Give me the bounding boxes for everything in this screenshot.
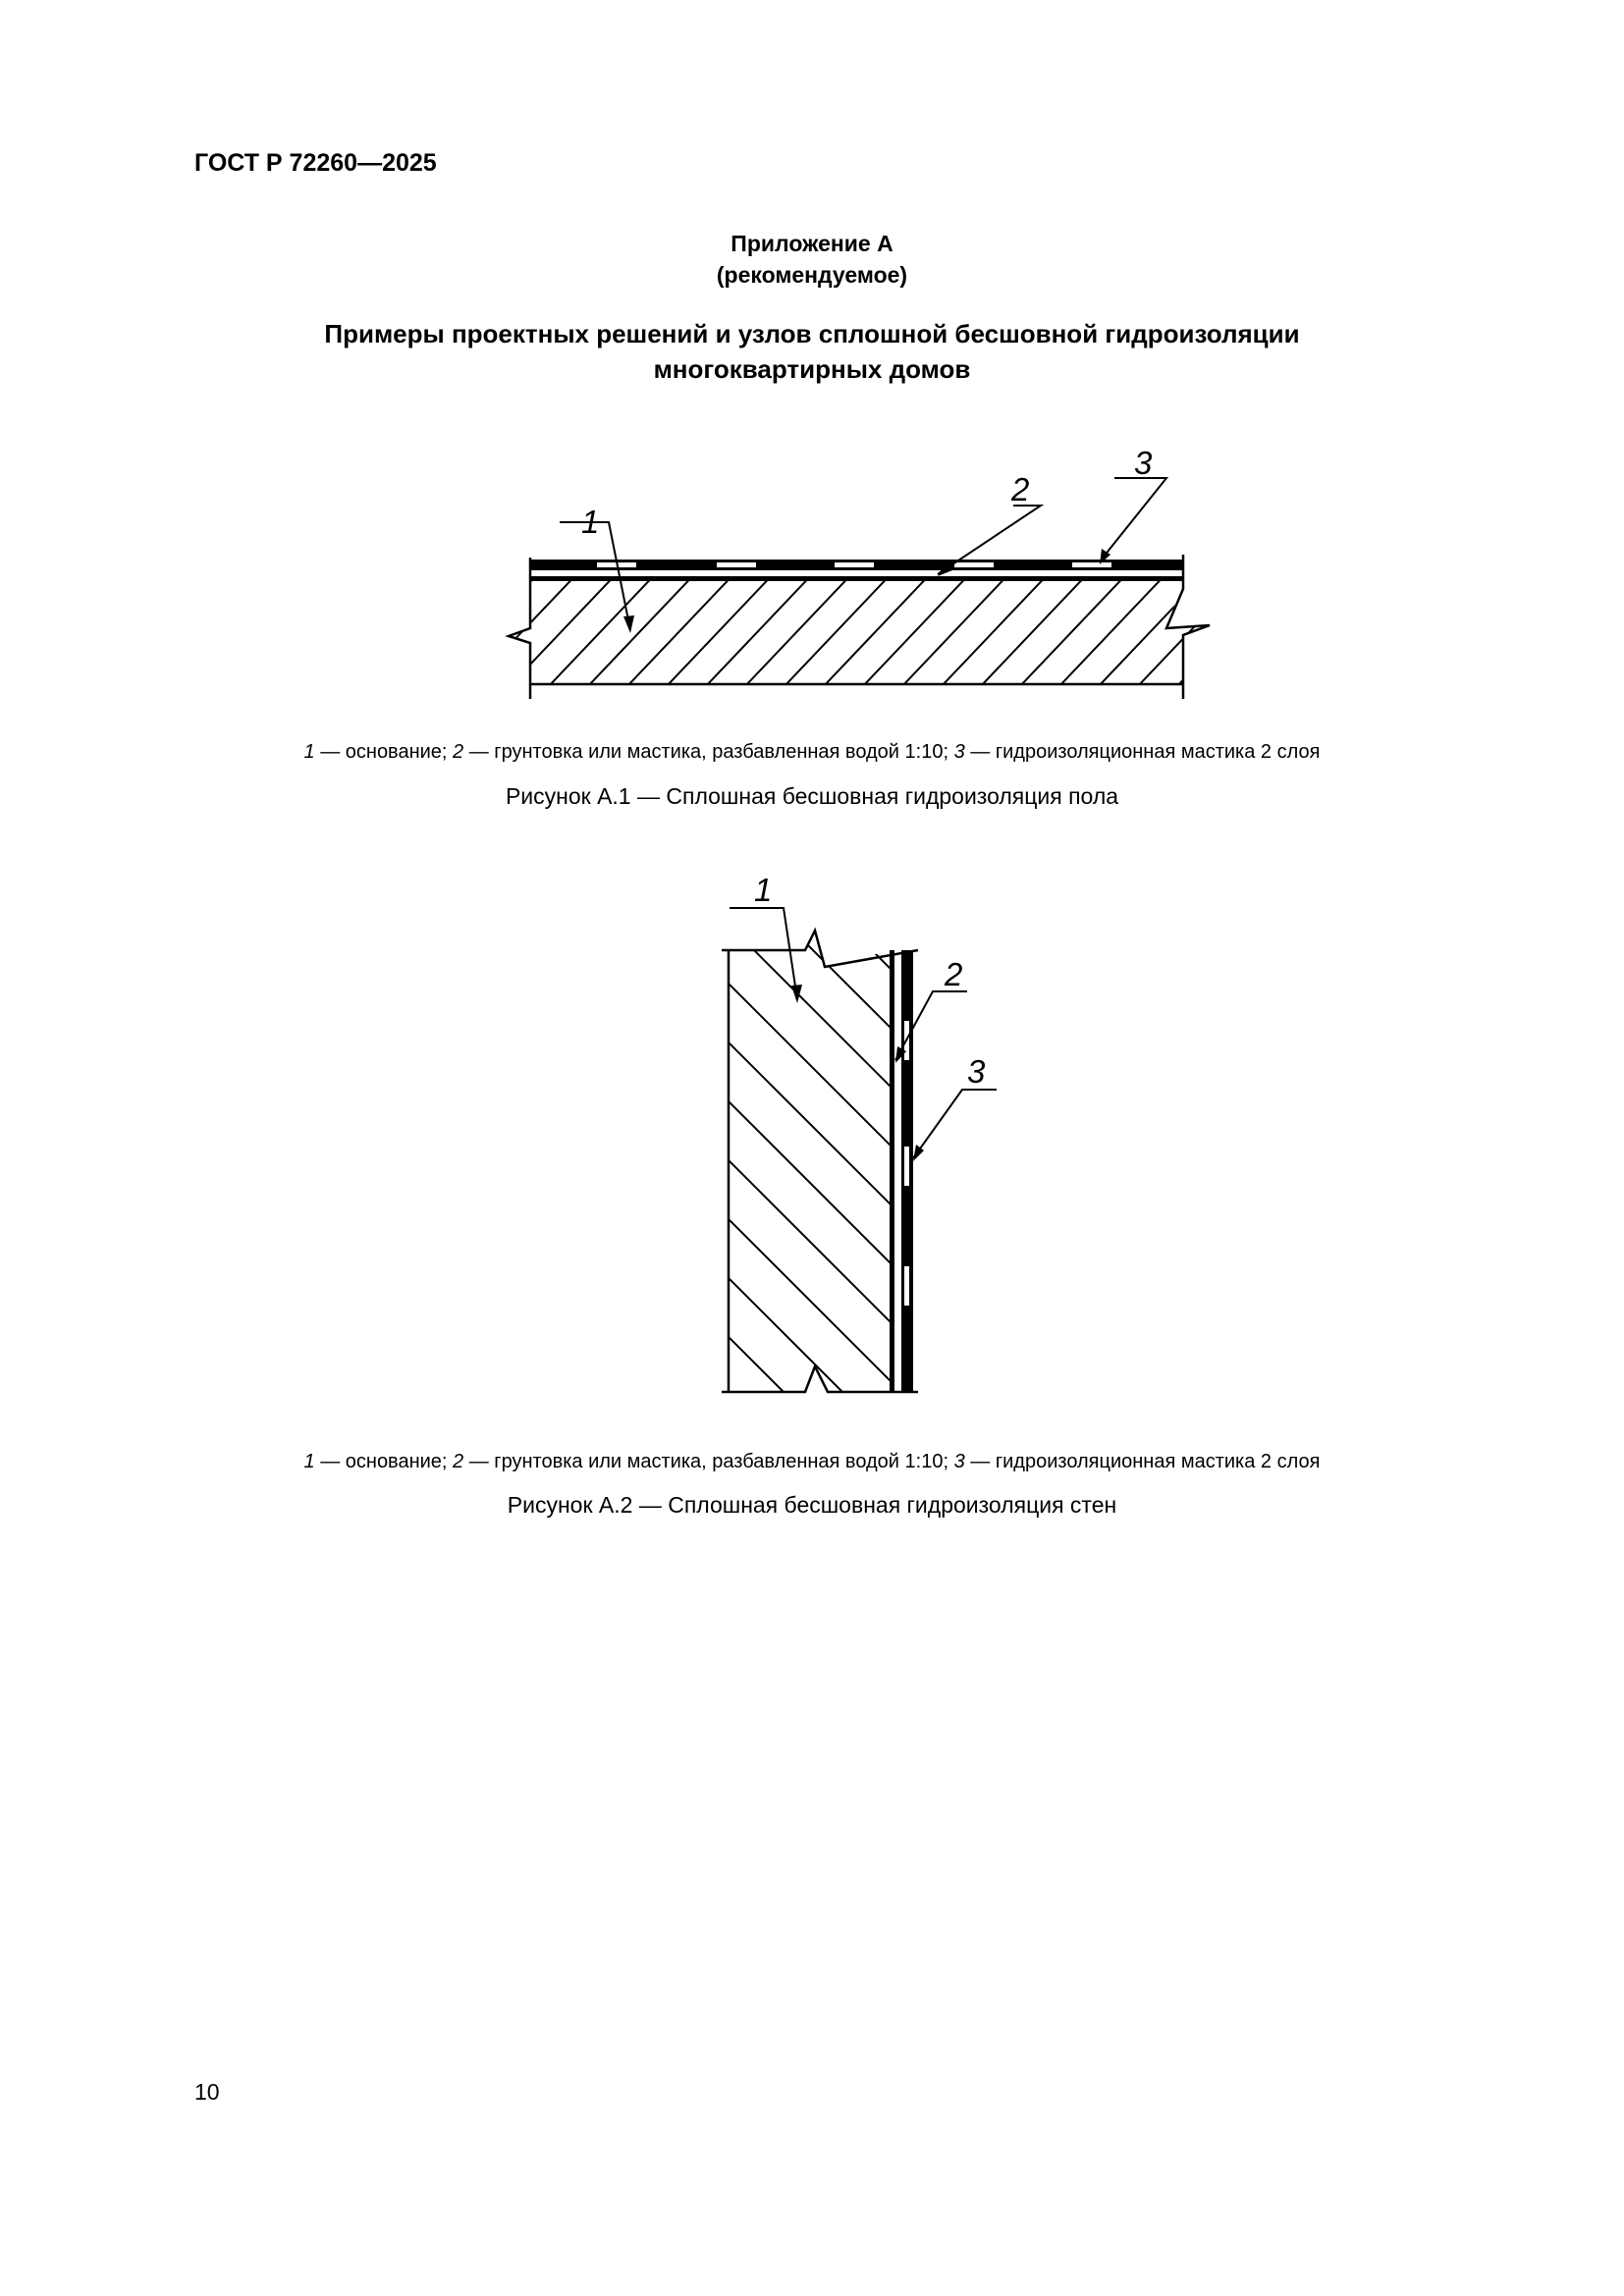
figure-a2-legend bbox=[0, 1451, 1624, 1473]
figure-a1-label-3: 3 bbox=[1134, 445, 1153, 481]
legend-num-2: 2 bbox=[453, 1451, 464, 1472]
figure-a1-caption: Рисунок А.1 — Сплошная бесшовная гидроизоляция пола bbox=[505, 783, 1119, 809]
legend-num-3: 3 bbox=[953, 1451, 965, 1472]
slab-hatching bbox=[501, 530, 1227, 707]
wall-outline bbox=[722, 931, 918, 1392]
figure-a2-label-2: 2 bbox=[945, 956, 963, 992]
legend-text-2: — грунтовка или мастика, разбавленная водой 1:10; bbox=[463, 1451, 954, 1472]
figure-a2-label-1: 1 bbox=[754, 872, 773, 908]
section-title-line-2: многоквартирных домов bbox=[653, 354, 971, 384]
legend-text-2: — грунтовка или мастика, разбавленная водой 1:10; bbox=[463, 741, 954, 763]
figure-a1-floor-drawing bbox=[501, 442, 1227, 707]
annex-kind: (рекомендуемое) bbox=[716, 262, 908, 288]
figure-a1-label-2: 2 bbox=[1011, 471, 1030, 507]
leader-lines bbox=[560, 478, 1166, 630]
annex-title: Приложение А bbox=[731, 231, 893, 256]
figure-a2-wall-drawing bbox=[707, 864, 1021, 1404]
legend-text-3: — гидроизоляционная мастика 2 слоя bbox=[964, 1451, 1321, 1472]
figure-a1-label-1: 1 bbox=[581, 504, 600, 540]
legend-num-1: 1 bbox=[303, 741, 315, 763]
wall-leader-lines bbox=[730, 908, 997, 1158]
document-code: ГОСТ Р 72260—2025 bbox=[194, 149, 437, 177]
legend-text-1: — основание; bbox=[314, 741, 454, 763]
legend-num-3: 3 bbox=[953, 741, 965, 763]
figure-a1-legend bbox=[0, 741, 1624, 764]
annex-heading bbox=[0, 228, 1624, 291]
primer-layer bbox=[530, 576, 1183, 581]
section-title-line-1: Примеры проектных решений и узлов сплошной бесшовной гидроизоляции bbox=[324, 319, 1300, 348]
section-title bbox=[0, 316, 1624, 387]
page-number: 10 bbox=[194, 2079, 220, 2105]
primer-layer-wall bbox=[890, 950, 894, 1392]
legend-num-2: 2 bbox=[453, 741, 464, 763]
figure-a2-caption: Рисунок А.2 — Сплошная бесшовная гидроизоляция стен bbox=[507, 1492, 1117, 1518]
legend-num-1: 1 bbox=[303, 1451, 315, 1472]
legend-text-1: — основание; bbox=[314, 1451, 454, 1472]
figure-a2-label-3: 3 bbox=[967, 1053, 986, 1090]
legend-text-3: — гидроизоляционная мастика 2 слоя bbox=[964, 741, 1321, 763]
